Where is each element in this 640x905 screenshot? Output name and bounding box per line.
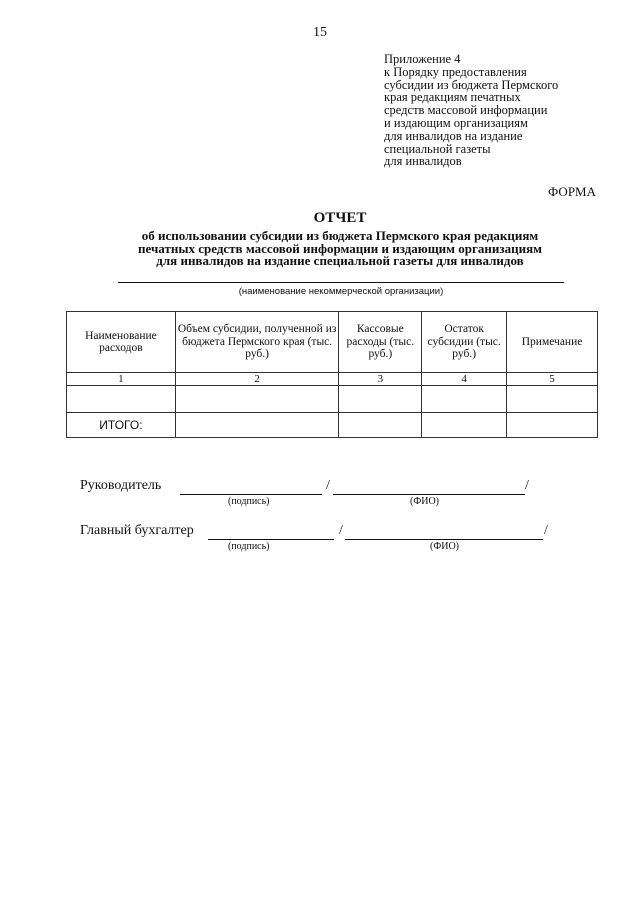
- column-number-row: [67, 373, 598, 386]
- subtitle-line: об использовании субсидии из бюджета Пермского края редакциям: [141, 228, 539, 243]
- empty-cell[interactable]: [67, 386, 176, 413]
- empty-cell[interactable]: [507, 413, 598, 438]
- appendix-line: средств массовой информации: [384, 103, 548, 118]
- header-cell-subsidy-amount: Объем субсидии, полученной из бюджета Пермского края (тыс. руб.): [175, 312, 339, 373]
- empty-cell[interactable]: [339, 413, 422, 438]
- report-title: ОТЧЕТ: [313, 210, 367, 226]
- appendix-line: Приложение 4: [384, 52, 461, 66]
- empty-cell[interactable]: [175, 413, 339, 438]
- appendix-line: для инвалидов на издание: [384, 128, 523, 143]
- total-row: [67, 413, 598, 438]
- director-signature-caption: (подпись): [228, 496, 270, 507]
- expense-table: [66, 311, 598, 438]
- subtitle-line: для инвалидов на издание специальной газеты для инвалидов: [156, 253, 524, 268]
- header-cell-subsidy-balance: Остаток субсидии (тыс. руб.): [422, 312, 507, 373]
- appendix-line: для инвалидов: [384, 154, 462, 169]
- accountant-signature-caption: (подпись): [228, 541, 270, 552]
- empty-cell[interactable]: [175, 386, 339, 413]
- accountant-signature-line[interactable]: [208, 539, 334, 540]
- empty-cell[interactable]: [422, 386, 507, 413]
- subtitle-line: печатных средств массовой информации и издающим организациям: [138, 240, 542, 256]
- column-number: 2: [175, 373, 339, 386]
- column-number: 4: [422, 373, 507, 386]
- empty-cell[interactable]: [507, 386, 598, 413]
- separator-slash: /: [525, 478, 529, 493]
- column-number: 3: [339, 373, 422, 386]
- empty-cell[interactable]: [422, 413, 507, 438]
- header-cell-expense-name: Наименование расходов: [67, 312, 176, 373]
- appendix-note: [384, 53, 624, 168]
- separator-slash: /: [544, 523, 548, 538]
- empty-cell[interactable]: [339, 386, 422, 413]
- column-number: 1: [67, 373, 176, 386]
- director-label: Руководитель: [80, 478, 162, 493]
- separator-slash: /: [326, 478, 330, 493]
- accountant-name-line[interactable]: [345, 539, 543, 540]
- form-label: ФОРМА: [548, 184, 596, 199]
- separator-slash: /: [339, 523, 343, 538]
- appendix-line: и издающим организациям: [384, 115, 528, 130]
- header-cell-cash-expenses: Кассовые расходы (тыс. руб.): [339, 312, 422, 373]
- organization-name-line[interactable]: [118, 282, 564, 283]
- appendix-line: края редакциям печатных: [384, 90, 521, 105]
- accountant-label: Главный бухгалтер: [80, 523, 194, 538]
- column-number: 5: [507, 373, 598, 386]
- report-subtitle: [88, 230, 592, 268]
- appendix-line: к Порядку предоставления: [384, 64, 527, 79]
- organization-name-caption: (наименование некоммерческой организации): [238, 286, 444, 297]
- director-signature-line[interactable]: [180, 494, 322, 495]
- appendix-line: субсидии из бюджета Пермского: [384, 77, 559, 92]
- accountant-name-caption: (ФИО): [430, 541, 460, 552]
- director-name-line[interactable]: [333, 494, 525, 495]
- appendix-line: специальной газеты: [384, 141, 491, 156]
- header-cell-note: Примечание: [507, 312, 598, 373]
- page-number: 15: [313, 25, 327, 40]
- total-label: ИТОГО:: [67, 413, 176, 438]
- table-header-row: [67, 312, 598, 373]
- table-row: [67, 386, 598, 413]
- director-name-caption: (ФИО): [410, 496, 440, 507]
